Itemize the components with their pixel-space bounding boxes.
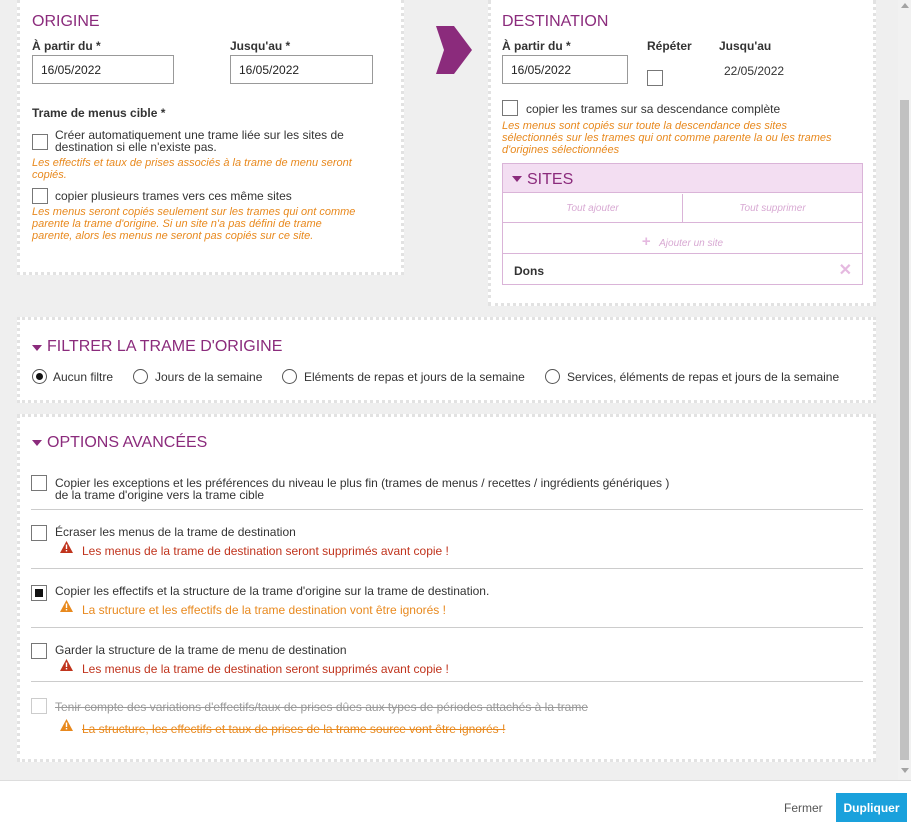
- duplicate-button[interactable]: Dupliquer: [836, 793, 907, 822]
- plus-icon: +: [641, 233, 651, 250]
- destination-from-label: À partir du *: [502, 39, 571, 53]
- overwrite-menus-warning: Les menus de la trame de destination seront supprimés avant copie !: [82, 544, 449, 558]
- auto-create-hint-1: Les effectifs et taux de prises associés à la trame de menu seront: [32, 157, 352, 169]
- origine-title: ORIGINE: [32, 13, 100, 30]
- auto-create-label-1: Créer automatiquement une trame liée sur les sites de: [55, 128, 344, 142]
- divider: [31, 568, 863, 569]
- copy-exceptions-checkbox[interactable]: [31, 475, 47, 491]
- destination-from-input[interactable]: 16/05/2022: [502, 55, 628, 84]
- destination-repeat-label: Répéter: [647, 39, 692, 53]
- remove-site-icon[interactable]: ✕: [838, 262, 852, 279]
- auto-create-hint-2: copiés.: [32, 169, 67, 181]
- filter-radio-services[interactable]: [545, 369, 560, 384]
- scroll-down-arrow-icon[interactable]: [901, 768, 909, 773]
- site-item: [503, 255, 862, 284]
- target-frame-label: Trame de menus cible *: [32, 106, 166, 120]
- add-site-label: Ajouter un site: [659, 238, 724, 249]
- descendance-hint-1: Les menus sont copiés sur toute la descendance des sites: [502, 120, 787, 132]
- divider: [31, 681, 863, 682]
- add-site-button[interactable]: [503, 224, 862, 254]
- period-variations-checkbox: [31, 698, 47, 714]
- copy-structure-label: Copier les effectifs et la structure de la trame d'origine sur la trame de destination.: [55, 584, 490, 598]
- collapse-triangle-icon: [32, 345, 42, 351]
- scroll-up-arrow-icon[interactable]: [901, 3, 909, 8]
- keep-structure-warning: Les menus de la trame de destination seront supprimés avant copie !: [82, 662, 449, 676]
- descendance-checkbox[interactable]: [502, 100, 518, 116]
- collapse-triangle-icon: [32, 440, 42, 446]
- warning-icon: [60, 719, 73, 731]
- divider: [31, 627, 863, 628]
- copy-structure-warning: La structure et les effectifs de la trame destination vont être ignorés !: [82, 603, 446, 617]
- descendance-hint-2: sélectionnés sur les trames qui ont comme parente la ou les trames: [502, 132, 832, 144]
- origine-panel: [17, 0, 404, 275]
- collapse-triangle-icon: [512, 176, 522, 182]
- multi-copy-checkbox[interactable]: [32, 188, 48, 204]
- origine-from-label: À partir du *: [32, 39, 101, 53]
- sites-header[interactable]: [503, 164, 862, 193]
- destination-to-label: Jusqu'au: [719, 39, 772, 53]
- multi-copy-hint-3: parente, alors les menus ne seront pas copiés sur ce site.: [32, 230, 314, 242]
- filter-title: FILTRER LA TRAME D'ORIGINE: [47, 338, 283, 355]
- period-variations-warning: La structure, les effectifs et taux de prises de la trame source vont être ignorés !: [82, 722, 506, 736]
- destination-panel: [488, 0, 876, 306]
- auto-create-label-2: destination si elle n'existe pas.: [55, 140, 217, 154]
- overwrite-menus-label: Écraser les menus de la trame de destination: [55, 525, 296, 539]
- destination-to-value: 22/05/2022: [724, 64, 785, 78]
- descendance-label: copier les trames sur sa descendance complète: [526, 102, 781, 116]
- sites-title: SITES: [527, 171, 574, 188]
- filter-option-label: Jours de la semaine: [155, 370, 263, 384]
- multi-copy-label: copier plusieurs trames vers ces même sites: [55, 189, 292, 203]
- copy-structure-checkbox[interactable]: [31, 585, 47, 601]
- add-all-button[interactable]: Tout ajouter: [503, 194, 683, 223]
- scrollbar[interactable]: [898, 0, 911, 780]
- close-button[interactable]: Fermer: [784, 801, 823, 815]
- filter-radio-none[interactable]: [32, 369, 47, 384]
- repeat-checkbox[interactable]: [647, 70, 663, 86]
- sites-box: [502, 163, 863, 285]
- origine-from-input[interactable]: 16/05/2022: [32, 55, 174, 84]
- period-variations-label: Tenir compte des variations d'effectifs/taux de prises dûes aux types de périodes attachés à la trame: [55, 700, 589, 714]
- multi-copy-hint-1: Les menus seront copiés seulement sur les trames qui ont comme: [32, 206, 356, 218]
- origine-to-label: Jusqu'au *: [230, 39, 291, 53]
- overwrite-menus-checkbox[interactable]: [31, 525, 47, 541]
- auto-create-checkbox[interactable]: [32, 134, 48, 150]
- footer: [0, 780, 911, 831]
- keep-structure-label: Garder la structure de la trame de menu de destination: [55, 643, 347, 657]
- warning-icon: [60, 600, 73, 612]
- warning-icon: [60, 659, 73, 671]
- keep-structure-checkbox[interactable]: [31, 643, 47, 659]
- advanced-panel: [17, 414, 876, 762]
- descendance-hint-3: d'origines sélectionnées: [502, 144, 620, 156]
- multi-copy-hint-2: parente la trame d'origine. Si un site n'a pas défini de trame: [32, 218, 322, 230]
- copy-exceptions-label-1: Copier les exceptions et les préférences du niveau le plus fin (trames de menus / recettes / ingrédients génériques ): [55, 476, 670, 490]
- scrollbar-thumb[interactable]: [900, 100, 909, 760]
- filter-option-label: Eléments de repas et jours de la semaine: [304, 370, 525, 384]
- copy-exceptions-label-2: de la trame d'origine vers la trame cible: [55, 488, 265, 502]
- origine-to-input[interactable]: 16/05/2022: [230, 55, 373, 84]
- filter-radio-days[interactable]: [133, 369, 148, 384]
- destination-title: DESTINATION: [502, 13, 609, 30]
- remove-all-button[interactable]: Tout supprimer: [683, 194, 862, 223]
- advanced-title: OPTIONS AVANCÉES: [47, 434, 208, 451]
- filter-radio-meals-days[interactable]: [282, 369, 297, 384]
- divider: [31, 509, 863, 510]
- filter-option-label: Services, éléments de repas et jours de la semaine: [567, 370, 840, 384]
- site-item-label: Dons: [514, 264, 544, 278]
- arrow-right-icon: [436, 23, 473, 77]
- filter-option-label: Aucun filtre: [53, 370, 114, 384]
- filter-panel: [17, 317, 876, 403]
- warning-icon: [60, 541, 73, 553]
